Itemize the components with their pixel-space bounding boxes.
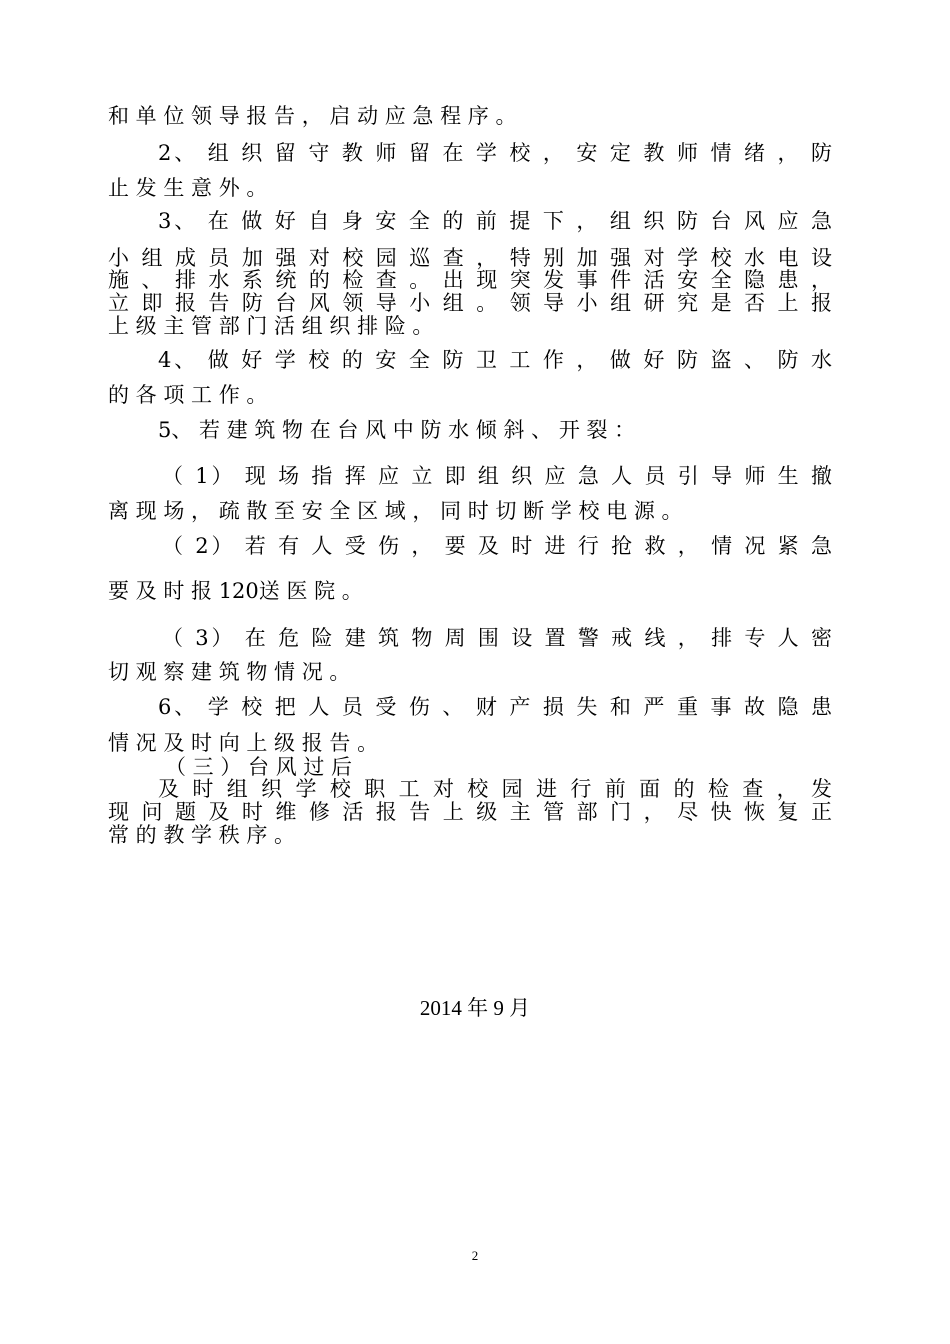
- body-line: 施 、 排 水 系 统 的 检 查 。 出 现 突 发 事 件 活 安 全 隐 患 ，: [108, 268, 832, 292]
- body-line: （ 2） 若 有 人 受 伤 ， 要 及 时 进 行 抢 救 ， 情 况 紧 急: [162, 534, 832, 558]
- body-line: 5、 若 建 筑 物 在 台 风 中 防 水 倾 斜 、 开 裂 ：: [158, 418, 636, 442]
- body-line: 止 发 生 意 外 。: [108, 176, 268, 200]
- body-line: 情 况 及 时 向 上 级 报 告 。: [108, 731, 379, 755]
- body-line: 立 即 报 告 防 台 风 领 导 小 组 。 领 导 小 组 研 究 是 否 上 报: [108, 291, 832, 315]
- body-line: 2、 组 织 留 守 教 师 留 在 学 校 ， 安 定 教 师 情 绪 ， 防: [158, 141, 832, 165]
- body-line: 上 级 主 管 部 门 活 组 织 排 险 。: [108, 314, 434, 338]
- body-line: 现 问 题 及 时 维 修 活 报 告 上 级 主 管 部 门 ， 尽 快 恢 复 正: [108, 800, 832, 824]
- document-date: 2014 年 9 月: [419, 996, 531, 1020]
- body-line: 3、 在 做 好 自 身 安 全 的 前 提 下 ， 组 织 防 台 风 应 急: [158, 209, 832, 233]
- body-line: 常 的 教 学 秩 序 。: [108, 823, 296, 847]
- body-line: （ 1） 现 场 指 挥 应 立 即 组 织 应 急 人 员 引 导 师 生 撤: [162, 464, 832, 488]
- body-line: （ 3） 在 危 险 建 筑 物 周 围 设 置 警 戒 线 ， 排 专 人 密: [162, 626, 832, 650]
- body-line: 小 组 成 员 加 强 对 校 园 巡 查 ， 特 别 加 强 对 学 校 水 电 设: [108, 246, 832, 270]
- page-number: 2: [471, 1248, 479, 1263]
- body-line: 4、 做 好 学 校 的 安 全 防 卫 工 作 ， 做 好 防 盗 、 防 水: [158, 348, 832, 372]
- body-line: 和 单 位 领 导 报 告 ， 启 动 应 急 程 序 。: [108, 104, 517, 128]
- body-line: 要 及 时 报 120送 医 院 。: [108, 579, 363, 603]
- body-line: 的 各 项 工 作 。: [108, 383, 268, 407]
- body-line: 离 现 场 ， 疏 散 至 安 全 区 域 ， 同 时 切 断 学 校 电 源 。: [108, 499, 683, 523]
- section-heading: （ 三 ） 台 风 过 后: [165, 755, 353, 779]
- body-line: 切 观 察 建 筑 物 情 况 。: [108, 660, 351, 684]
- body-line: 6、 学 校 把 人 员 受 伤 、 财 产 损 失 和 严 重 事 故 隐 患: [158, 695, 832, 719]
- body-line: 及 时 组 织 学 校 职 工 对 校 园 进 行 前 面 的 检 查 ， 发: [158, 777, 832, 801]
